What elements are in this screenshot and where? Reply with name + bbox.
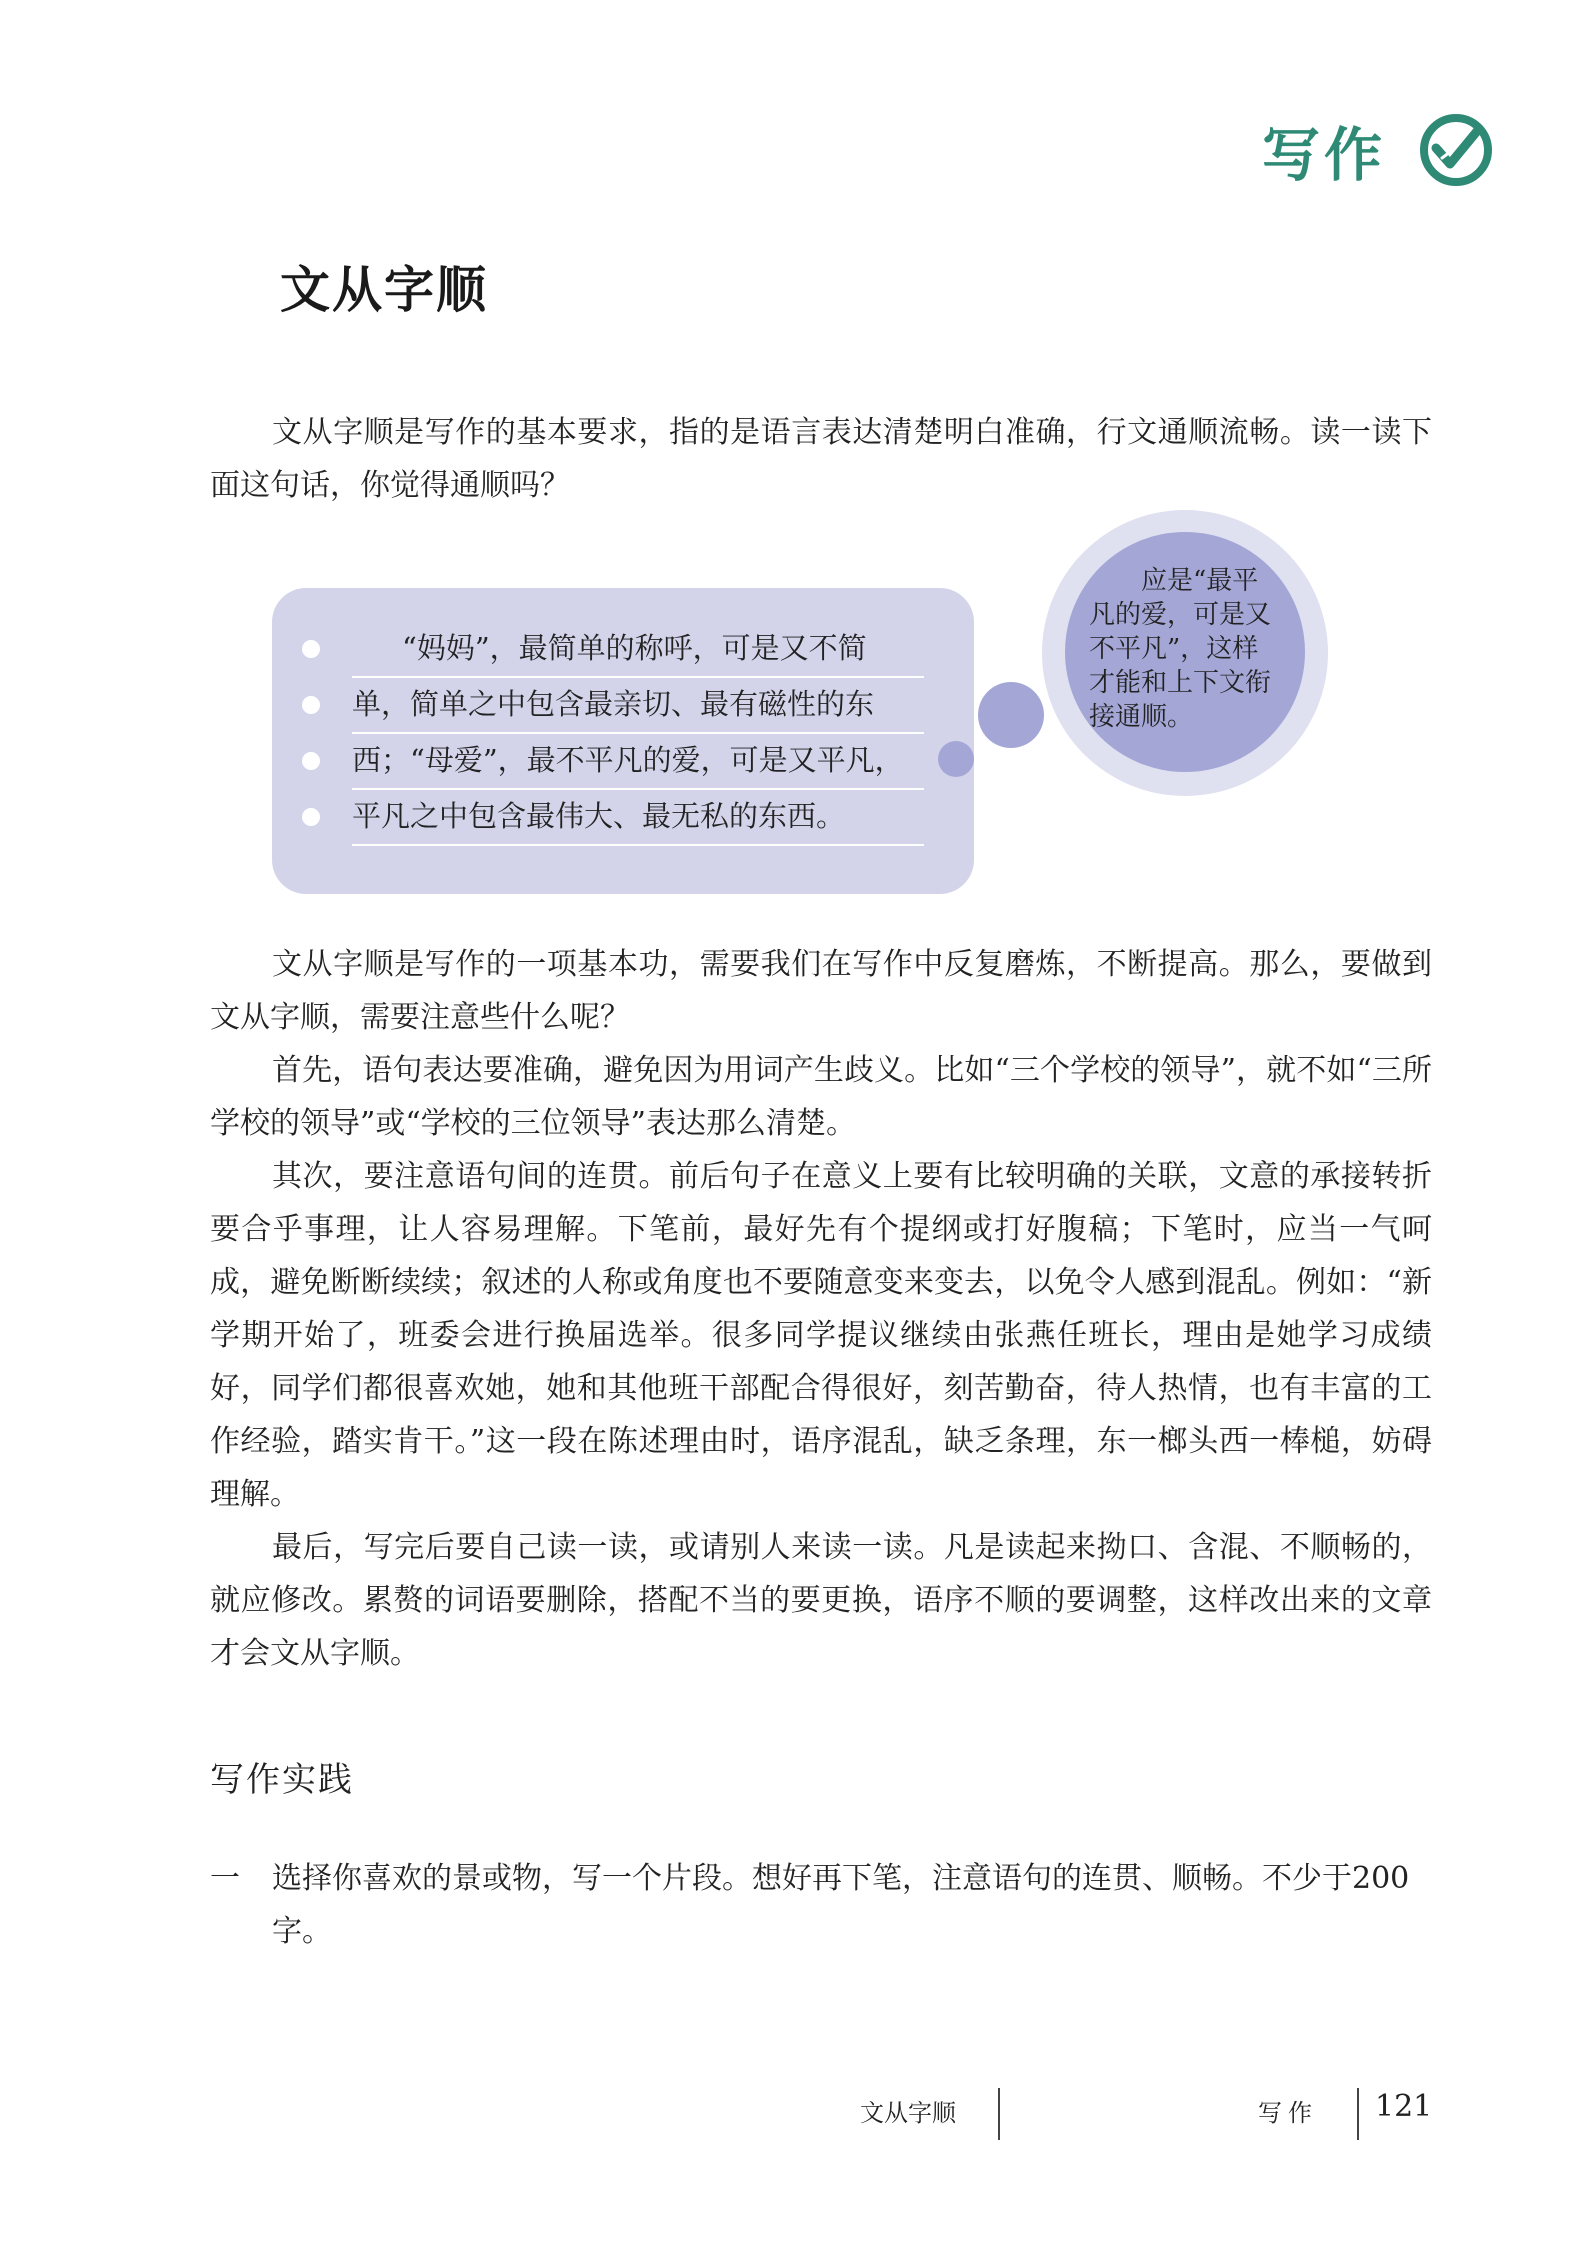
bullet-dot — [302, 752, 320, 770]
body-paragraph: 最后，写完后要自己读一读，或请别人来读一读。凡是读起来拗口、含混、不顺畅的，就应修改。累赘的词语要删除，搭配不当的要更换，语序不顺的要调整，这样改出来的文章才会文从字顺。 — [210, 1530, 1432, 1671]
lesson-title: 文从字顺 — [280, 260, 488, 319]
intro-paragraph: 文从字顺是写作的基本要求，指的是语言表达清楚明白准确，行文通顺流畅。读一读下面这句话，你觉得通顺吗？ — [210, 415, 1432, 503]
side-note-text: 应是“最平凡的爱，可是又不平凡”，这样才能和上下文衔接通顺。 — [1089, 566, 1272, 732]
section-label: 写作 — [1262, 121, 1387, 189]
body-text — [210, 938, 1432, 1680]
bullet-dot — [302, 696, 320, 714]
task-number: 一 — [210, 1861, 240, 1896]
bullet-dot — [302, 808, 320, 826]
footer-chapter-title: 文从字顺 — [860, 2099, 956, 2127]
thought-dot-medium — [978, 682, 1044, 748]
quote-line: 单，简单之中包含最亲切、最有磁性的东 — [352, 676, 924, 734]
quote-line: “妈妈”，最简单的称呼，可是又不简 — [352, 620, 924, 678]
body-paragraph: 文从字顺是写作的一项基本功，需要我们在写作中反复磨炼，不断提高。那么，要做到文从字顺，需要注意些什么呢？ — [210, 947, 1432, 1035]
section-header — [1262, 108, 1492, 192]
bullet-dot — [302, 640, 320, 658]
practice-title: 写作实践 — [210, 1760, 354, 1800]
quote-line: 西；“母爱”，最不平凡的爱，可是又平凡， — [352, 732, 924, 790]
footer-divider — [1357, 2088, 1359, 2140]
thought-dot-small — [938, 741, 974, 777]
quote-line: 平凡之中包含最伟大、最无私的东西。 — [352, 788, 924, 846]
writing-check-icon — [1420, 114, 1492, 186]
body-paragraph: 首先，语句表达要准确，避免因为用词产生歧义。比如“三个学校的领导”，就不如“三所学校的领导”或“学校的三位领导”表达那么清楚。 — [210, 1053, 1432, 1141]
page-number: 121 — [1375, 2089, 1433, 2124]
body-paragraph: 其次，要注意语句间的连贯。前后句子在意义上要有比较明确的关联，文意的承接转折要合乎事理，让人容易理解。下笔前，最好先有个提纲或打好腹稿；下笔时，应当一气呵成，避免断断续续；叙述的人称或角度也不要随意变来变去，以免令人感到混乱。例如：“新学期开始了，班委会进行换届选举。很多同学提议继续由张燕任班长，理由是她学习成绩好，同学们都很喜欢她，她和其他班干部配合得很好，刻苦勤奋，待人热情，也有丰富的工作经验，踏实肯干。”这一段在陈述理由时，语序混乱，缺乏条理，东一榔头西一棒槌，妨碍理解。 — [210, 1159, 1432, 1512]
task-text: 选择你喜欢的景或物，写一个片段。想好再下笔，注意语句的连贯、顺畅。不少于200字。 — [272, 1861, 1410, 1949]
footer-divider — [998, 2088, 1000, 2140]
footer-section-label: 写作 — [1258, 2099, 1318, 2127]
example-quote-box — [272, 588, 974, 894]
practice-task — [210, 1852, 1436, 1958]
